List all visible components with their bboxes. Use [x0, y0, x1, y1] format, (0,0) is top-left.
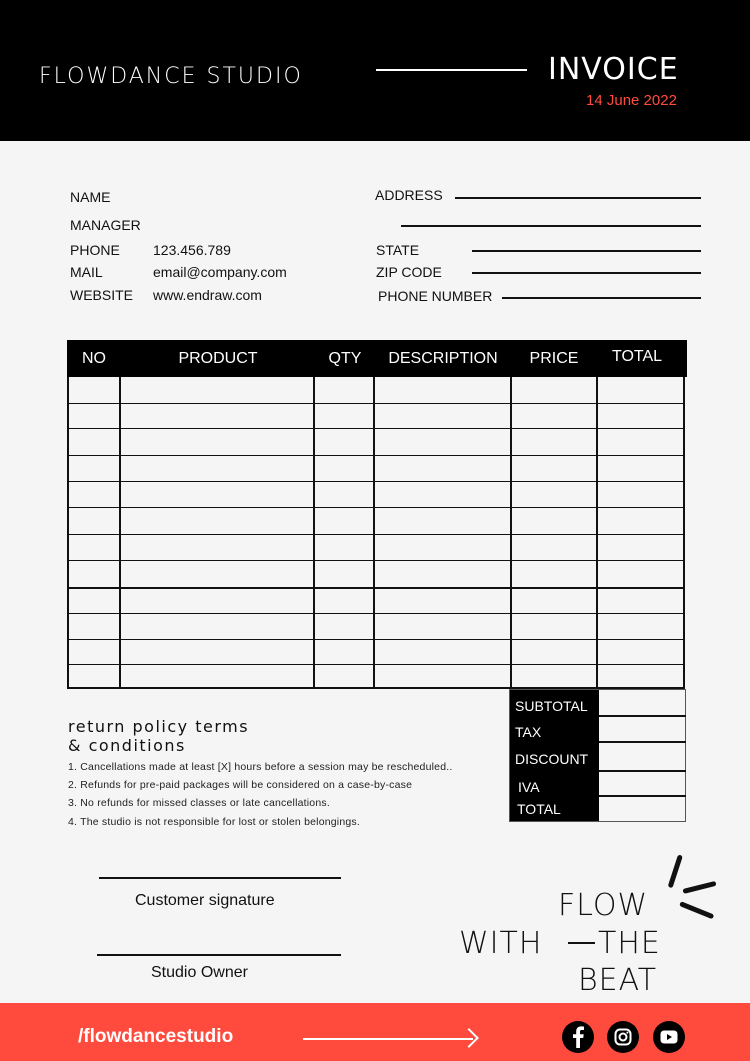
slogan-beat: BEAT — [578, 963, 658, 998]
invoice-title: INVOICE — [548, 52, 679, 87]
tax-label: TAX — [515, 724, 542, 740]
term-item: 2. Refunds for pre-paid packages will be considered on a case-by-case — [68, 779, 413, 791]
phone-value: 123.456.789 — [153, 242, 231, 258]
terms-title-line1: return policy terms — [68, 717, 250, 736]
phone-number-label: PHONE NUMBER — [378, 288, 493, 304]
col-description: DESCRIPTION — [388, 350, 498, 367]
col-price: PRICE — [529, 350, 579, 367]
state-label: STATE — [376, 242, 420, 258]
owner-signature-line — [97, 954, 341, 956]
website-label: WEBSITE — [70, 287, 134, 303]
header-divider — [376, 69, 527, 71]
spark-stroke-icon — [668, 854, 683, 888]
phone-number-line — [502, 297, 701, 299]
address-label: ADDRESS — [375, 187, 443, 203]
studio-name: FLOWDANCE STUDIO — [39, 64, 303, 89]
slogan-with: WITH — [459, 926, 543, 961]
address-line-1 — [455, 197, 701, 199]
slogan-flow: FLOW — [558, 888, 649, 923]
col-total: TOTAL — [611, 348, 663, 365]
customer-signature-line — [99, 877, 341, 879]
total-label: TOTAL — [517, 801, 561, 817]
zip-label: ZIP CODE — [376, 264, 442, 280]
terms-title-line2: & conditions — [68, 736, 186, 755]
phone-label: PHONE — [70, 242, 120, 258]
name-label: NAME — [70, 189, 111, 205]
discount-label: DISCOUNT — [515, 751, 589, 767]
youtube-icon[interactable] — [653, 1021, 685, 1053]
mail-label: MAIL — [70, 264, 103, 280]
website-value: www.endraw.com — [153, 287, 262, 303]
slogan-the: THE — [598, 926, 661, 961]
col-no: NO — [82, 350, 106, 367]
zip-line — [472, 272, 701, 274]
term-item: 1. Cancellations made at least [X] hours before a session may be rescheduled.. — [68, 761, 453, 773]
mail-value: email@company.com — [153, 264, 287, 280]
invoice-date: 14 June 2022 — [586, 92, 677, 109]
facebook-icon[interactable] — [562, 1021, 594, 1053]
items-table-grid — [67, 377, 685, 689]
term-item: 4. The studio is not responsible for lost or stolen belongings. — [68, 816, 360, 828]
instagram-icon[interactable] — [607, 1021, 639, 1053]
summary-box — [509, 689, 686, 822]
customer-signature-label: Customer signature — [135, 892, 275, 909]
slogan-dash — [568, 942, 595, 944]
col-product: PRODUCT — [178, 350, 258, 367]
iva-label: IVA — [518, 779, 540, 795]
arrow-line — [303, 1038, 473, 1040]
col-qty: QTY — [328, 350, 362, 367]
state-line — [472, 250, 701, 252]
items-table-header — [67, 340, 687, 377]
address-line-2 — [401, 225, 701, 227]
subtotal-label: SUBTOTAL — [515, 698, 588, 714]
terms-title — [68, 717, 249, 755]
manager-label: MANAGER — [70, 217, 141, 233]
owner-signature-label: Studio Owner — [151, 964, 248, 981]
spark-stroke-icon — [679, 901, 714, 919]
term-item: 3. No refunds for missed classes or late cancellations. — [68, 797, 330, 809]
social-handle[interactable]: /flowdancestudio — [78, 1026, 234, 1047]
spark-stroke-icon — [682, 881, 716, 894]
